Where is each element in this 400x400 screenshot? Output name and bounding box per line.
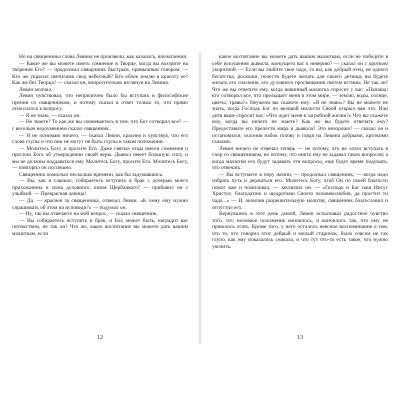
paragraph: — Молитесь Богу и просите Его. Даже святые отцы имели сомнения и просили Бога об утверждении своей веры. Дьявол имеет большую силу, и мы не должны поддаваться ему. Молитесь Богу, просите Его. Молитесь Богу, — повторил он поспешно. bbox=[12, 145, 188, 172]
paragraph: Вернувшись в этот день домой, Левин испытывал радостное чувство того, что неловкое положение кончилось, и кончилось так, что ему не пришлось лгать. Кроме того, у него осталось неясное воспоминание о том, что то, что говорил этот добрый и милый старичок, было совсем не так глупо, как ему показалось сначала, и что тут что-то есть такое, что нужно уяснить. bbox=[212, 211, 388, 250]
right-page-text bbox=[212, 54, 388, 250]
paragraph: — Вы, как я слышал, собираетесь вступить в брак с дочерью моего прихожанина и сына духовного, князя Щербацкого? — прибавил он с улыбкой. — Прекрасная девица! bbox=[12, 178, 188, 198]
paragraph: — Не знаете? То как же вы сомневаетесь в том, что Бог сотворил все? — с веселым недоумением сказал священник. bbox=[12, 119, 188, 133]
paragraph: — Да, — краснея за священника, отвечал Левин. «К чему ему нужно спрашивать об этом на исповеди?» — подумал он. bbox=[12, 198, 188, 211]
paragraph: — Вы собираетесь вступить в брак, и Бог, может быть, наградит вас потомством, не так ли? Что же, какое воспитание вы можете дать вашим малюткам, если bbox=[12, 217, 188, 237]
paragraph: — Вы вступаете в пору жизни, — продолжал священник, — когда надо избрать путь и держаться его. Молитесь Богу, чтоб Он по своей благости помог вам и помиловал, — заключил он. — «Господь и Бог наш Иисус Христос, благодатию и щедротами Своего человеколюбия, да простит ти чадо...» — И, окончив разрешительную молитву, священник благословил и отпустил его. bbox=[212, 171, 388, 211]
paragraph: Левин чувствовал, что неприлично было бы вступать в философские прения со священником, и потому сказал в ответ только то, что прямо относилось к вопросу. bbox=[12, 93, 188, 113]
paragraph: Священник помолчал несколько времени, как бы задумавшись. bbox=[19, 171, 164, 178]
paragraph: — Ну, так вы отвечаете на мой вопрос, — сказал священник. bbox=[19, 211, 158, 218]
page-number-right: 13 bbox=[296, 334, 304, 341]
paragraph: Левин ничего не отвечал теперь — не потому, что не хотел вступать в спор со священником, но потому, что никто ему не задавал таких вопросов; а когда малютки его будут задавать эти вопросы, еще будет время подумать, что отвечать. bbox=[212, 145, 388, 172]
left-page-text bbox=[12, 54, 188, 237]
paragraph: — Я не знаю, — сказал он. bbox=[19, 112, 81, 119]
paragraph: Но на священника слова Левина не произвели, как казалось, впечатления. bbox=[19, 54, 188, 60]
page-number-left: 12 bbox=[96, 334, 104, 341]
paragraph: — Какое же вы можете иметь сомнение в Творце, когда вы воззрите на творения Его? — продолжал священник быстрым, привычным говором. — Кто же украсил светилами свод небесный? Кто облек землю в красоту ее? Как же без Творца? — сказал он, вопросительно взглянув на Левина. bbox=[12, 60, 188, 87]
paragraph: Левин молчал. bbox=[19, 86, 53, 93]
right-page bbox=[200, 0, 400, 400]
paragraph: какое воспитание вы можете дать вашим малюткам, если не победите в себе искушения дьявола, влекущего вас к неверию? — сказал он с кроткою укоризной. — Если вы любите свое чадо, то вы, как добрый отец, не одного богатства, роскоши, почести будете желать для своего детища; вы будете желать его спасения, его духовного просвещения светом истины. Не так ли? Что же вы ответите ему, когда невинный малютка спросит у вас: «Папаша! кто сотворил все, что прельщает меня в этом мире, — землю, воды, солнце, цветы, травы?» Неужели вы скажете ему: «Я не знаю»? Вы не можете не знать, когда Господь Бог по великой милости Своей открыл вам это. Или дитя ваше спросит вас: «Что ждет меня в загробной жизни?» Что вы скажете ему, когда вы ничего не знаете? Как же вы будете отвечать ему? Предоставите его прелести мира и дьявола? Это нехорошо! — сказал он и остановился, склонив набок голову и глядя на Левина добрыми, кроткими глазами. bbox=[212, 54, 388, 146]
paragraph: — Я не понимаю ничего, — сказал Левин, краснея и чувствуя, что его слова глупы и что они не могут не быть глупы в таком положении. bbox=[12, 132, 188, 146]
